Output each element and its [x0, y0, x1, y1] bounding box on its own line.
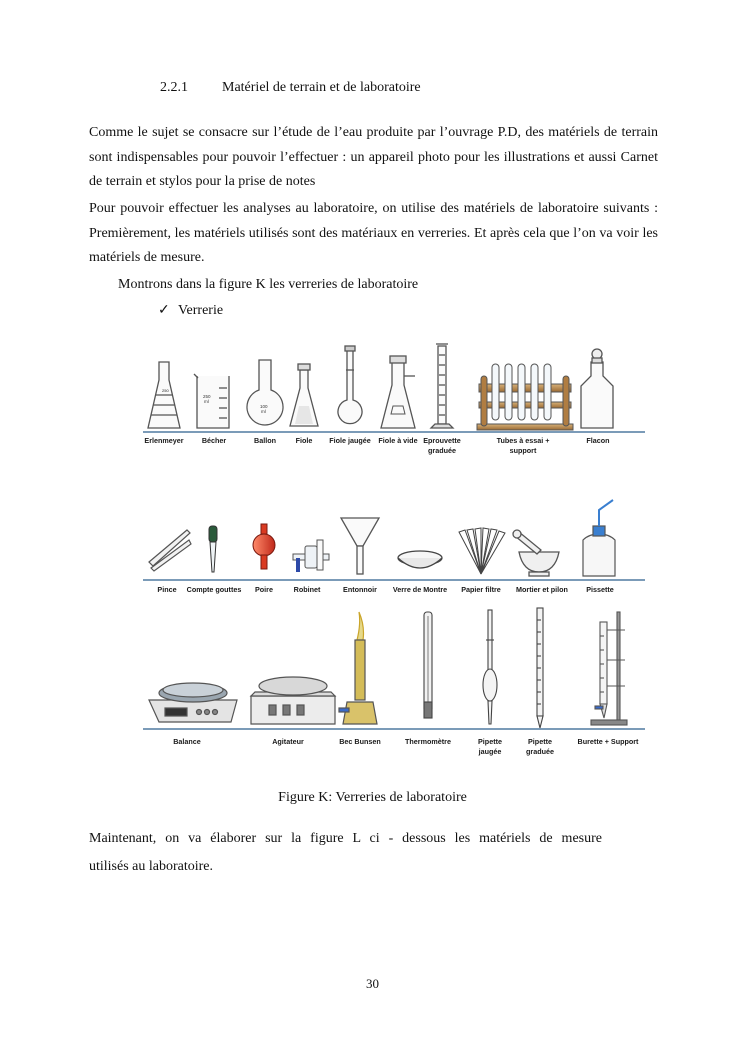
papier-filtre-icon: [459, 528, 505, 574]
label-eprouvette: Eprouvette: [423, 436, 461, 445]
label-compte-gouttes: Compte gouttes: [186, 585, 242, 594]
label-pince: Pince: [157, 585, 177, 594]
label-burette-support: Burette + Support: [577, 737, 639, 746]
ballon-icon: [247, 360, 283, 425]
label-pipette-graduee: Pipette: [528, 737, 552, 746]
section-heading: [160, 80, 421, 96]
fiole-icon: [290, 364, 318, 426]
label-erlenmeyer: Erlenmeyer: [144, 436, 184, 445]
bullet-text: Verrerie: [178, 303, 224, 318]
figure-caption: Figure K: Verreries de laboratoire: [278, 790, 467, 805]
compte-gouttes-icon: [209, 526, 217, 572]
fiole-jaugee-icon: [338, 346, 362, 424]
robinet-icon: [293, 540, 329, 572]
thermometre-icon: [424, 612, 432, 718]
pince-icon: [149, 530, 191, 571]
label-becher: Bécher: [201, 436, 227, 445]
becher-icon: [194, 374, 229, 428]
section-title: Matériel de terrain et de laboratoire: [222, 80, 421, 95]
paragraph-next-figure-line2: utilisés au laboratoire.: [89, 859, 214, 874]
label-flacon: Flacon: [586, 436, 610, 445]
figure-k-glassware: [143, 340, 645, 780]
label-tubes-a-essai: Tubes à essai +: [496, 436, 550, 445]
paragraph-field-equipment: Comme le sujet se consacre sur l’étude de l’eau produite par l’ouvrage P.D, des matériels de terrain sont indispensables pour pouvoir l’effectuer : un appareil photo pour les illustrations et aussi Carnet de terrain et stylos pour la prise de notes: [89, 125, 658, 189]
checkmark-icon: ✓: [158, 303, 170, 318]
label-ballon: Ballon: [254, 436, 276, 445]
label-thermometre: Thermomètre: [405, 737, 451, 746]
svg-text:ml: ml: [261, 409, 266, 414]
label-pipette-graduee-2: graduée: [526, 747, 554, 756]
label-verre-de-montre: Verre de Montre: [392, 585, 448, 594]
label-agitateur: Agitateur: [272, 737, 304, 746]
poire-icon: [253, 524, 275, 569]
balance-icon: [149, 683, 237, 722]
svg-text:100: 100: [260, 404, 268, 409]
label-papier-filtre: Papier filtre: [461, 585, 501, 594]
entonnoir-icon: [341, 518, 379, 574]
mortier-et-pilon-icon: [513, 530, 559, 576]
label-eprouvette-graduee: graduée: [428, 446, 456, 455]
erlenmeyer-icon: [148, 362, 180, 428]
flacon-icon: [581, 349, 613, 428]
pipette-graduee-icon: [537, 608, 543, 728]
label-pipette-jaugee: Pipette: [478, 737, 502, 746]
paragraph-lab-equipment: Pour pouvoir effectuer les analyses au laboratoire, on utilise des matériels de laboratoire suivants : Premièrement, les matériels utilisés sont des matériaux en verreries. Et après cela que l’on va voir les matériels de mesure.: [89, 201, 658, 265]
label-bec-bunsen: Bec Bunsen: [339, 737, 381, 746]
label-poire: Poire: [255, 585, 273, 594]
svg-text:ml: ml: [204, 399, 209, 404]
label-robinet: Robinet: [293, 585, 321, 594]
paragraph-figure-intro: Montrons dans la figure K les verreries de laboratoire: [118, 277, 419, 292]
section-number: 2.2.1: [160, 80, 188, 95]
burette-support-icon: [591, 612, 627, 725]
paragraph-next-figure-line1: Maintenant, on va élaborer sur la figure L ci - dessous les matériels de mesure: [89, 831, 602, 846]
label-fiole: Fiole: [295, 436, 313, 445]
page-number: 30: [366, 976, 379, 991]
svg-text:250: 250: [162, 388, 169, 393]
label-pipette-jaugee-2: jaugée: [478, 747, 502, 756]
glassware-illustration: [143, 340, 645, 780]
label-mortier-et-pilon: Mortier et pilon: [516, 585, 568, 594]
svg-text:250: 250: [203, 394, 211, 399]
label-fiole-a-vide: Fiole à vide: [378, 436, 418, 445]
label-fiole-jaugee: Fiole jaugée: [329, 436, 371, 445]
label-tubes-support: support: [509, 446, 537, 455]
label-balance: Balance: [173, 737, 201, 746]
label-pissette: Pissette: [586, 585, 614, 594]
bec-bunsen-icon: [339, 612, 377, 724]
bullet-verrerie: [158, 302, 223, 319]
eprouvette-graduee-icon: [431, 344, 453, 428]
fiole-a-vide-icon: [381, 356, 415, 428]
agitateur-icon: [251, 677, 335, 724]
label-entonnoir: Entonnoir: [343, 585, 377, 594]
verre-de-montre-icon: [398, 551, 442, 568]
tubes-a-essai-support-icon: [477, 364, 573, 430]
pipette-jaugee-icon: [483, 610, 497, 724]
pissette-icon: [583, 500, 615, 576]
paragraph-next-figure: [89, 825, 658, 881]
